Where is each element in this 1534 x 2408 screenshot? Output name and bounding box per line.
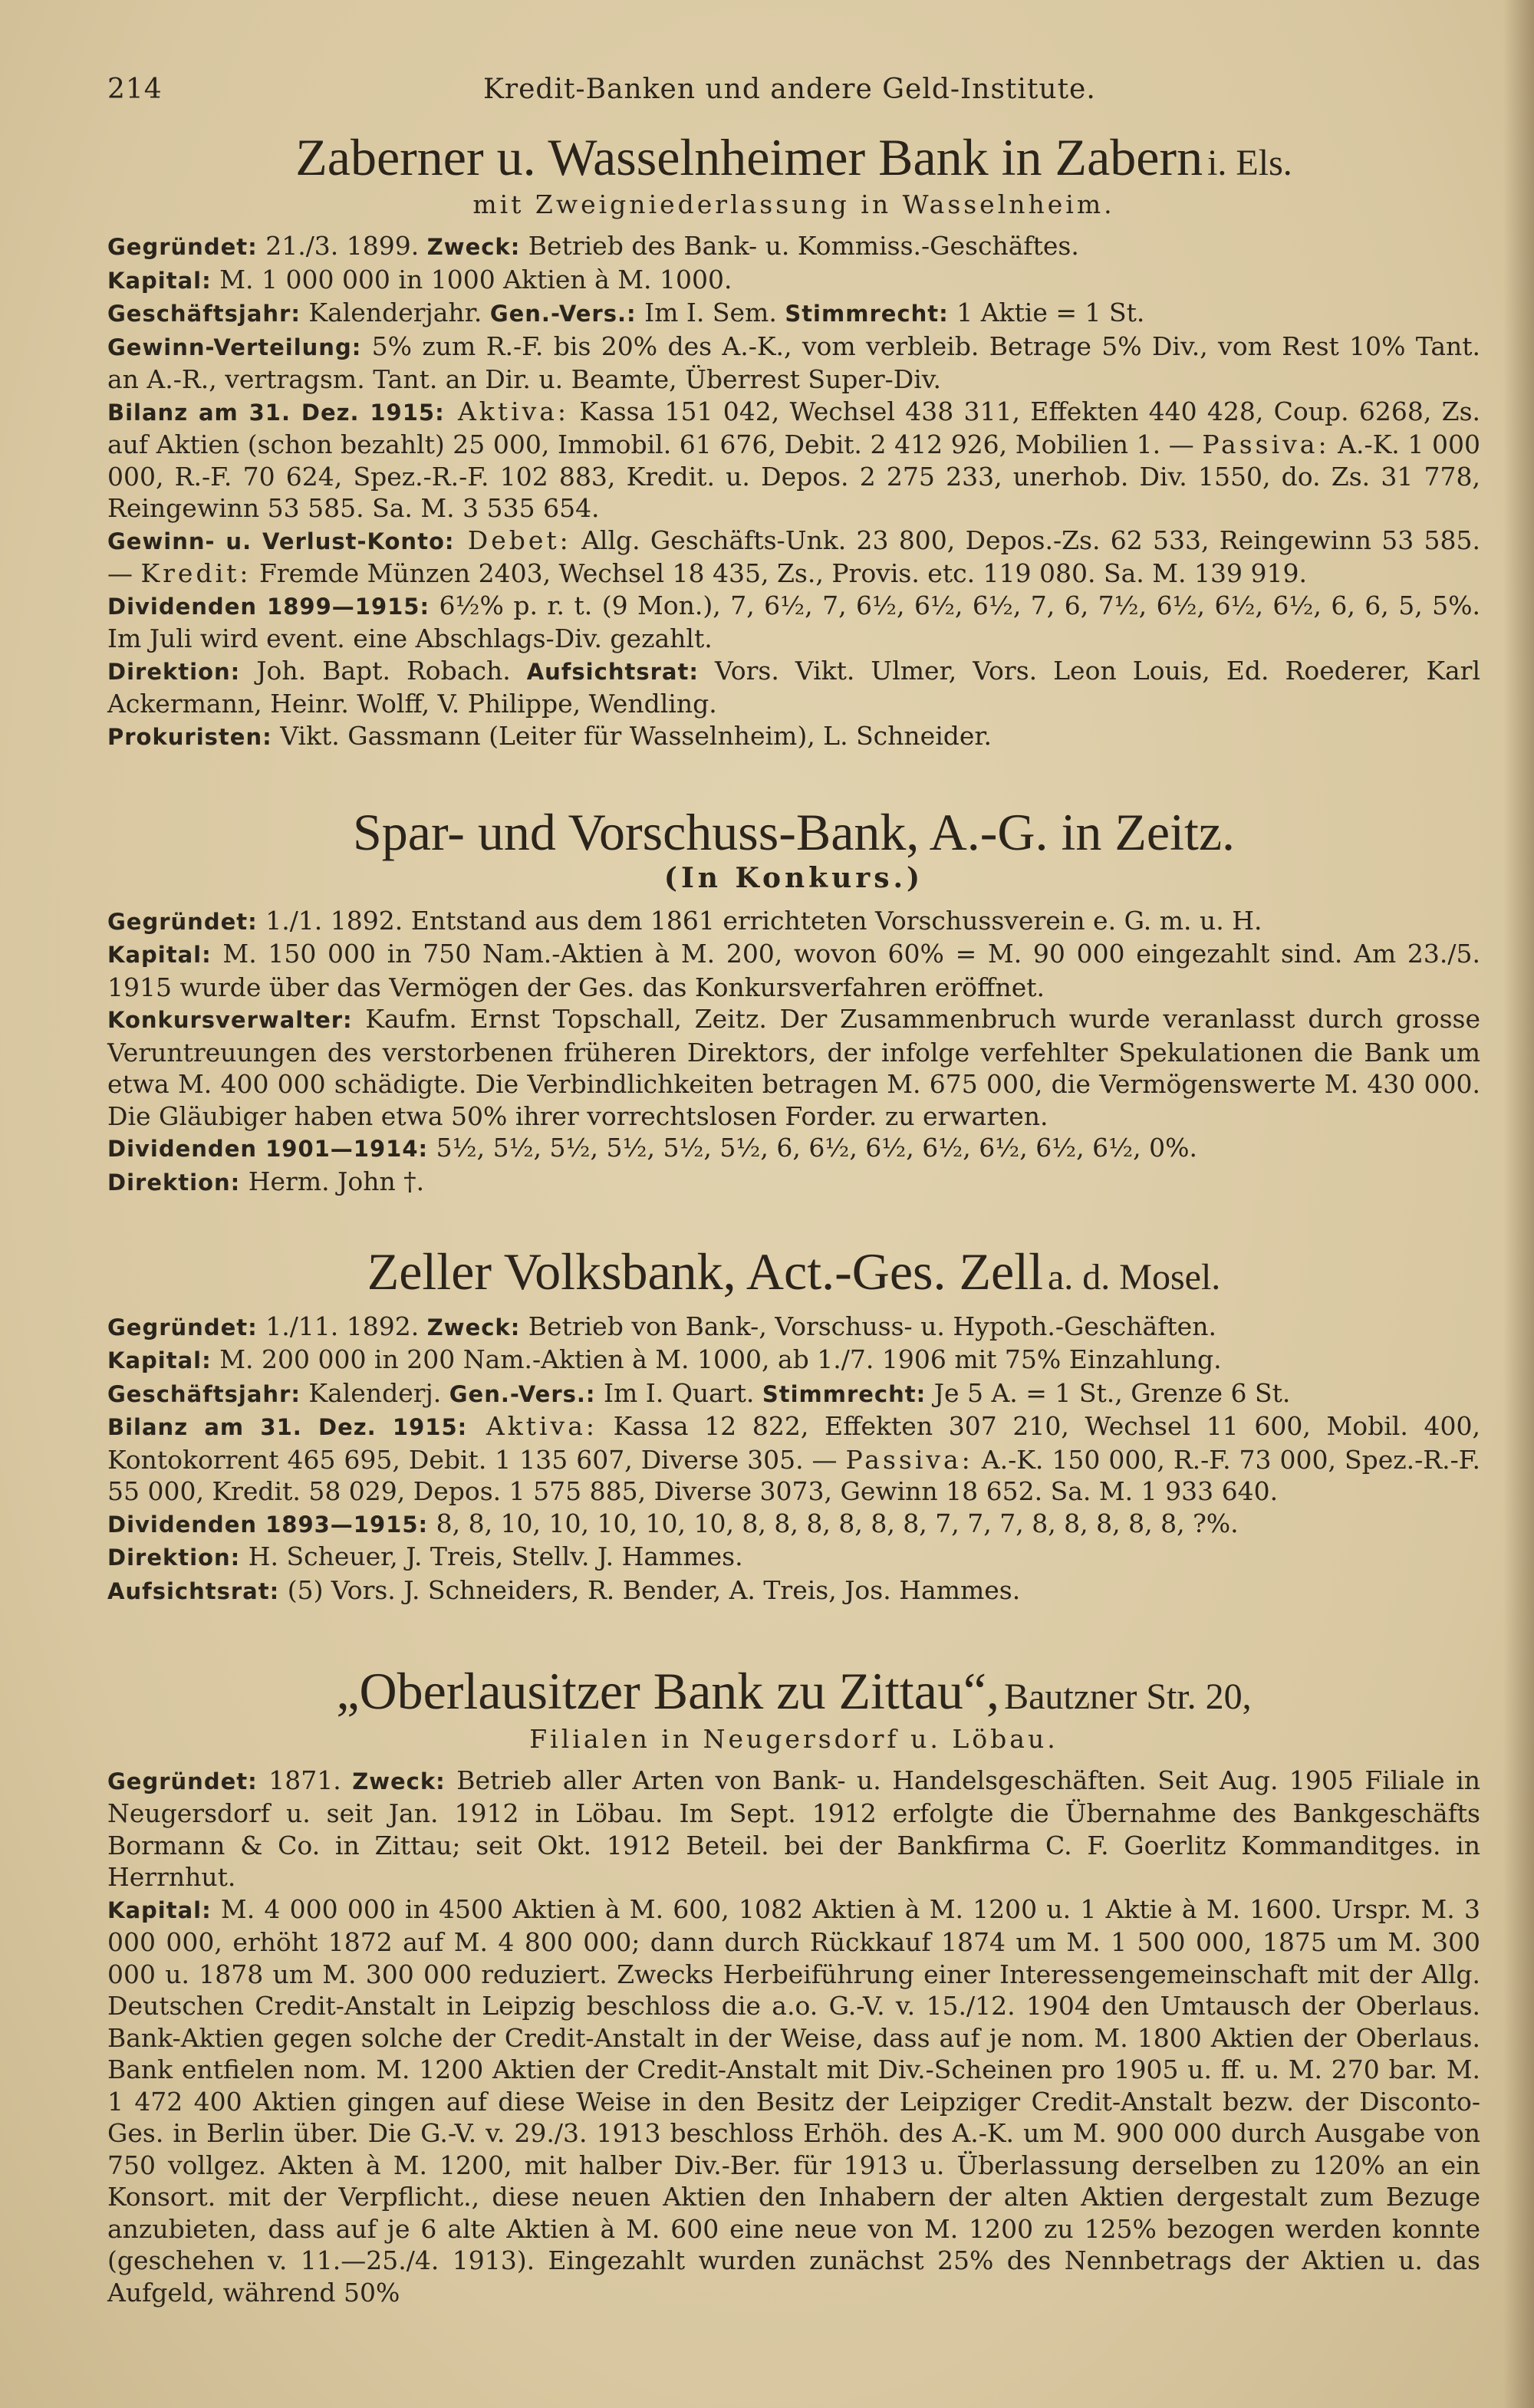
dividends-paragraph: Dividenden 1893—1915: 8, 8, 10, 10, 10, 10, 10, 8, 8, 8, 8, 8, 8, 7, 7, 7, 8, 8, 8, 8, 8, ?%.	[107, 1508, 1239, 1538]
entry-subtitle: Filialen in Neugersdorf u. Löbau.	[529, 1723, 1058, 1754]
entry-zaberner-bank	[107, 130, 1480, 753]
management-paragraph: Direktion: Herm. John †.	[107, 1166, 425, 1196]
founded-paragraph: Gegründet: 1./1. 1892. Entstand aus dem 1861 errichteten Vorschussverein e. G. m. u. H.	[107, 905, 1262, 936]
dividends-paragraph: Dividenden 1901—1914: 5½, 5½, 5½, 5½, 5½, 5½, 6, 6½, 6½, 6½, 6½, 6½, 6½, 0%.	[107, 1133, 1197, 1163]
entry-oberlausitzer-bank	[107, 1664, 1480, 2308]
founded-paragraph: Gegründet: 1871. Zweck: Betrieb aller Arten von Bank- u. Handelsgeschäften. Seit Aug. 1905 Filiale in Neugersdorf u. seit Jan. 1912 in Löbau. Im Sept. 1912 erfolgte die Übernahme des Bankgeschäfts Bormann & Co. in Zittau; seit Okt. 1912 Beteil. bei der Bankfirma C. F. Goerlitz Kommanditges. in Herrnhut.	[107, 1765, 1481, 1893]
procurators-paragraph: Prokuristen: Vikt. Gassmann (Leiter für Wasselnheim), L. Schneider.	[107, 720, 992, 751]
capital-paragraph: Kapital: M. 200 000 in 200 Nam.-Aktien à M. 1000, ab 1./7. 1906 mit 75% Einzahlung.	[107, 1344, 1222, 1375]
capital-paragraph: Kapital: M. 1 000 000 in 1000 Aktien à M. 1000.	[107, 264, 732, 294]
entry-title: „Oberlausitzer Bank zu Zittau“, Bautzner Str. 20,	[336, 1662, 1252, 1721]
entry-title: Zeller Volksbank, Act.-Ges. Zell a. d. Mosel.	[367, 1242, 1221, 1301]
entry-subtitle: mit Zweigniederlassung in Wasselnheim.	[472, 189, 1115, 220]
administrator-paragraph: Konkursverwalter: Kaufm. Ernst Topschall, Zeitz. Der Zusammenbruch wurde veranlasst durch grosse Veruntreuungen des verstorbenen früheren Direktors, der infolge verfehlter Spekulationen die Bank um etwa M. 400 000 schädigte. Die Verbindlichkeiten betragen M. 675 000, die Vermögenswerte M. 430 000. Die Gläubiger haben etwa 50% ihrer vorrechtslosen Forder. zu erwarten.	[107, 1004, 1480, 1131]
balance-paragraph: Bilanz am 31. Dez. 1915: Aktiva: Kassa 151 042, Wechsel 438 311, Effekten 440 428, Coup. 6268, Zs. auf Aktien (schon bezahlt) 25 000, Immobil. 61 676, Debit. 2 412 926, Mobilien 1. — Passiva: A.-K. 1 000 000, R.-F. 70 624, Spez.-R.-F. 102 883, Kredit. u. Depos. 2 275 233, unerhob. Div. 1550, do. Zs. 31 778, Reingewinn 53 585. Sa. M. 3 535 654.	[107, 396, 1480, 524]
founded-paragraph: Gegründet: 21./3. 1899. Zweck: Betrieb des Bank- u. Kommiss.-Geschäftes.	[107, 231, 1079, 262]
entry-status: (In Konkurs.)	[663, 861, 924, 894]
supervisory-board-paragraph: Aufsichtsrat: (5) Vors. J. Schneiders, R. Bender, A. Treis, Jos. Hammes.	[107, 1574, 1021, 1605]
page-edge-shadow	[1503, 0, 1534, 2408]
management-paragraph: Direktion: Joh. Bapt. Robach. Aufsichtsrat: Vors. Vikt. Ulmer, Vors. Leon Louis, Ed. Roederer, Karl Ackermann, Heinr. Wolff, V. Philippe, Wendling.	[107, 655, 1480, 719]
business-year-paragraph: Geschäftsjahr: Kalenderjahr. Gen.-Vers.: Im I. Sem. Stimmrecht: 1 Aktie = 1 St.	[107, 298, 1145, 328]
entry-title: Zaberner u. Wasselnheimer Bank in Zabern i. Els.	[295, 128, 1292, 186]
capital-paragraph: Kapital: M. 4 000 000 in 4500 Aktien à M. 600, 1082 Aktien à M. 1200 u. 1 Aktie à M. 1600. Urspr. M. 3 000 000, erhöht 1872 auf M. 4 800 000; dann durch Rückkauf 1874 um M. 1 500 000, 1875 um M. 300 000 u. 1878 um M. 300 000 reduziert. Zwecks Herbeiführung einer Interessengemeinschaft mit der Allg. Deutschen Credit-Anstalt in Leipzig beschloss die a.o. G.-V. v. 15./12. 1904 den Umtausch der Oberlaus. Bank-Aktien gegen solche der Credit-Anstalt in der Weise, dass auf je nom. M. 1800 Aktien der Oberlaus. Bank entfielen nom. M. 1200 Aktien der Credit-Anstalt mit Div.-Scheinen pro 1905 u. ff. u. M. 270 bar. M. 1 472 400 Aktien gingen auf diese Weise in den Besitz der Leipziger Credit-Anstalt bezw. der Disconto-Ges. in Berlin über. Die G.-V. v. 29./3. 1913 beschloss Erhöh. des A.-K. um M. 900 000 durch Ausgabe von 750 vollgez. Akten à M. 1200, mit halber Div.-Ber. für 1913 u. Überlassung derselben zu 120% an ein Konsort. mit der Verpflicht., diese neuen Aktien den Inhabern der alten Aktien dergestalt zum Bezuge anzubieten, dass auf je 6 alte Aktien à M. 600 eine neue von M. 1200 zu 125% bezogen werden konnte (geschehen v. 11.—25./4. 1913). Eingezahlt wurden zunächst 25% des Nennbetrags der Aktien u. das Aufgeld, während 50%	[107, 1893, 1480, 2308]
page-number: 214	[107, 74, 163, 105]
dividends-paragraph: Dividenden 1899—1915: 6½% p. r. t. (9 Mon.), 7, 6½, 7, 6½, 6½, 6½, 7, 6, 7½, 6½, 6½, 6½, 6, 6, 5, 5%. Im Juli wird event. eine Abschlags-Div. gezahlt.	[107, 590, 1480, 654]
running-header	[107, 74, 1473, 112]
founded-paragraph: Gegründet: 1./11. 1892. Zweck: Betrieb von Bank-, Vorschuss- u. Hypoth.-Geschäften.	[107, 1311, 1216, 1341]
capital-paragraph: Kapital: M. 150 000 in 750 Nam.-Aktien à M. 200, wovon 60% = M. 90 000 eingezahlt sind. Am 23./5. 1915 wurde über das Vermögen der Ges. das Konkursverfahren eröffnet.	[107, 939, 1480, 1002]
profit-distribution-paragraph: Gewinn-Verteilung: 5% zum R.-F. bis 20% des A.-K., vom verbleib. Betrage 5% Div., vom Rest 10% Tant. an A.-R., vertragsm. Tant. an Dir. u. Beamte, Überrest Super-Div.	[107, 331, 1480, 395]
entry-title: Spar- und Vorschuss-Bank, A.-G. in Zeitz.	[352, 803, 1236, 862]
management-paragraph: Direktion: H. Scheuer, J. Treis, Stellv. J. Hammes.	[107, 1541, 743, 1572]
running-title: Kredit-Banken und andere Geld-Institute.	[483, 74, 1096, 105]
business-year-paragraph: Geschäftsjahr: Kalenderj. Gen.-Vers.: Im I. Quart. Stimmrecht: Je 5 A. = 1 St., Grenze 6 St.	[107, 1377, 1291, 1408]
profit-loss-paragraph: Gewinn- u. Verlust-Konto: Debet: Allg. Geschäfts-Unk. 23 800, Depos.-Zs. 62 533, Reingewinn 53 585. — Kredit: Fremde Münzen 2403, Wechsel 18 435, Zs., Provis. etc. 119 080. Sa. M. 139 919.	[107, 525, 1480, 589]
entry-spar-vorschuss-bank	[107, 805, 1480, 1199]
balance-paragraph: Bilanz am 31. Dez. 1915: Aktiva: Kassa 12 822, Effekten 307 210, Wechsel 11 600, Mobil. 400, Kontokorrent 465 695, Debit. 1 135 607, Diverse 305. — Passiva: A.-K. 150 000, R.-F. 73 000, Spez.-R.-F. 55 000, Kredit. 58 029, Depos. 1 575 885, Diverse 3073, Gewinn 18 652. Sa. M. 1 933 640.	[107, 1411, 1480, 1507]
entry-zeller-volksbank	[107, 1242, 1480, 1607]
page-content	[107, 130, 1480, 2308]
